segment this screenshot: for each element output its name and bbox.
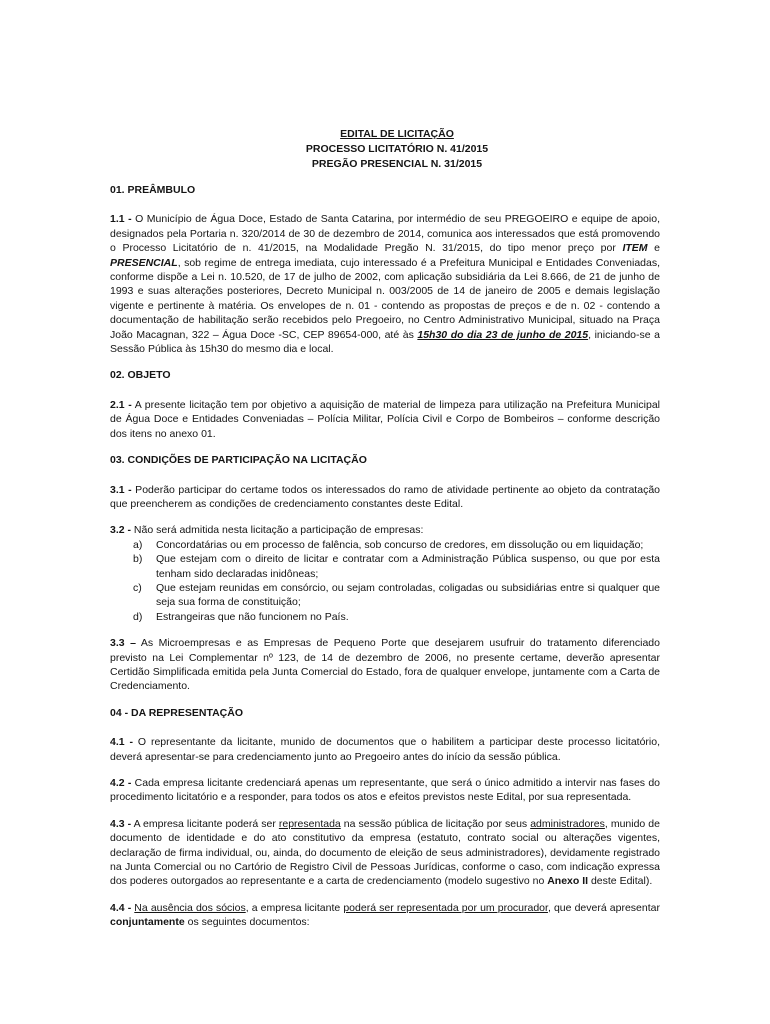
clause-3-3 [110, 636, 660, 694]
pregao-number: PREGÃO PRESENCIAL N. 31/2015 [311, 158, 483, 170]
clause-text: na sessão pública de licitação por seus [340, 817, 531, 830]
list-item [133, 552, 660, 581]
list-marker: a) [133, 538, 143, 551]
list-item-text: Estrangeiras que não funcionem no País. [156, 610, 349, 623]
list-item [133, 581, 660, 610]
clause-text: , munido de documento de identidade e do ato constitutivo da empresa (estatuto, contrato social ou alterações vigentes, declaração de firma individual, ou, ainda, do documento de eleição de seus administradores), devidamente registrado na Junta Comercial ou no Cartório de Registro Civil de Pessoas Jurídicas, conforme o caso, com indicação expressa dos poderes outorgados ao representante e a carta de credenciamento (modelo sugestivo no [110, 817, 660, 888]
clause-text: os seguintes documentos: [184, 916, 310, 929]
clause-number: 2.1 - [110, 398, 132, 411]
list-item-text: Que estejam reunidas em consórcio, ou sejam controladas, coligadas ou subsidiárias entre si qualquer que seja sua forma de constituição; [156, 581, 660, 609]
clause-number: 4.1 - [110, 736, 133, 749]
item-emphasis: ITEM [622, 242, 648, 255]
clause-number: 4.4 - [110, 901, 135, 914]
clause-number: 1.1 - [110, 213, 132, 226]
clause-4-4 [110, 901, 660, 930]
clause-text: , sob regime de entrega imediata, cujo interessado é a Prefeitura Municipal e Entidades Conveniadas, conforme dispõe a Lei n. 10.520, de 17 de julho de 2002, com aplicação subsidiária da Lei 8.666, de 21 de junho de 1993 e suas alterações posteriores, Decreto Municipal n. 003/2005 de 14 de janeiro de 2005 e demais legislação vigente e pertinente à matéria. Os envelopes de n. 01 - contendo as propostas de preços e de n. 02 - contendo a documentação de habilitação serão recebidos pelo Pregoeiro, no Centro Administrativo Municipal, situado na Praça João Macagnan, 322 – Água Doce -SC, CEP 89654-000, até às [110, 256, 660, 341]
section-heading-representacao: 04 - DA REPRESENTAÇÃO [110, 706, 244, 719]
clause-text: A presente licitação tem por objetivo a aquisição de material de limpeza para utilização na Prefeitura Municipal de Água Doce e Entidades Conveniadas – Polícia Militar, Polícia Civil e Corpo de Bombeiros – conforme descrição dos itens no anexo 01. [110, 398, 660, 440]
underlined-term-procurador: poderá ser representada por um procurador [343, 901, 548, 914]
clause-text: Não será admitida nesta licitação a participação de empresas: [131, 524, 424, 537]
section-heading-condicoes: 03. CONDIÇÕES DE PARTICIPAÇÃO NA LICITAÇÃO [110, 454, 367, 467]
document-body [110, 127, 660, 942]
clause-3-1 [110, 483, 660, 512]
underlined-term-ausencia-socios: Na ausência dos sócios [134, 901, 246, 914]
clause-4-3 [110, 817, 660, 889]
clause-1-1 [110, 212, 660, 356]
annex-reference: Anexo II [547, 875, 589, 888]
clause-text: Cada empresa licitante credenciará apenas um representante, que será o único admitido a intervir nas fases do procedimento licitatório e a responder, para todos os atos e efeitos previstos neste Edital, por sua representada. [110, 777, 660, 804]
clause-text: , a empresa licitante [245, 901, 344, 914]
list-item [133, 610, 660, 624]
underlined-term-administradores: administradores [530, 817, 605, 830]
clause-text: , que deverá apresentar [547, 901, 660, 914]
section-heading-objeto: 02. OBJETO [110, 369, 171, 382]
clause-number: 3.3 – [110, 637, 136, 650]
clause-number: 4.2 - [110, 777, 132, 789]
clause-text: O representante da licitante, munido de documentos que o habilitem a participar deste processo licitatório, deverá apresentar-se para credenciamento junto ao Pregoeiro antes do início da sessão pública. [110, 736, 661, 763]
list-item [133, 538, 660, 552]
clause-text: O Município de Água Doce, Estado de Santa Catarina, por intermédio de seu PREGOEIRO e equipe de apoio, designados pela Portaria n. 320/2014 de 30 de dezembro de 2014, comunica aos interessados que está promovendo o Processo Licitatório de n. 41/2015, na Modalidade Pregão N. 31/2015, do tipo menor preço por [110, 213, 660, 255]
clause-number: 3.1 - [110, 483, 132, 496]
list-marker: c) [133, 581, 142, 594]
clause-4-1 [110, 735, 660, 764]
clause-number: 3.2 - [110, 524, 132, 537]
presencial-emphasis: PRESENCIAL [110, 256, 178, 269]
clause-3-2 [110, 523, 660, 537]
list-marker: d) [133, 610, 143, 623]
clause-text: As Microempresas e as Empresas de Pequeno Porte que desejarem usufruir do tratamento diferenciado previsto na Lei Complementar nº 123, de 14 de dezembro de 2006, no presente certame, deverão apresentar Certidão Simplificada emitida pela Junta Comercial do Estado, fora de qualquer envelope, juntamente com a Carta de Credenciamento. [110, 637, 660, 693]
clause-number: 4.3 - [110, 817, 132, 830]
clause-text: deste Edital). [588, 875, 653, 888]
deadline-emphasis: 15h30 do dia 23 de junho de 2015 [417, 328, 589, 341]
clause-text: A empresa licitante poderá ser [131, 817, 279, 830]
list-item-text: Concordatárias ou em processo de falência, sob concurso de credores, em dissolução ou em liquidação; [156, 538, 644, 551]
clause-4-2 [110, 776, 660, 805]
bold-term-conjuntamente: conjuntamente [110, 916, 185, 929]
clause-text: , iniciando-se a Sessão Pública às 15h30 do mesmo dia e local. [110, 328, 660, 356]
clause-text: e [647, 242, 660, 255]
section-heading-preambulo: 01. PREÂMBULO [110, 184, 196, 196]
excluded-companies-list [110, 538, 660, 624]
underlined-term-representada: representada [278, 817, 341, 830]
process-number: PROCESSO LICITATÓRIO N. 41/2015 [305, 143, 489, 155]
list-marker: b) [133, 553, 143, 566]
title-block [134, 127, 660, 172]
list-item-text: Que estejam com o direito de licitar e contratar com a Administração Pública suspenso, ou que por esta tenham sido declaradas inidôneas; [156, 553, 660, 580]
clause-text: Poderão participar do certame todos os interessados do ramo de atividade pertinente ao objeto da contratação que preencherem as condições de credenciamento constantes deste Edital. [110, 483, 660, 510]
doc-title: EDITAL DE LICITAÇÃO [340, 128, 454, 140]
clause-2-1 [110, 398, 660, 441]
